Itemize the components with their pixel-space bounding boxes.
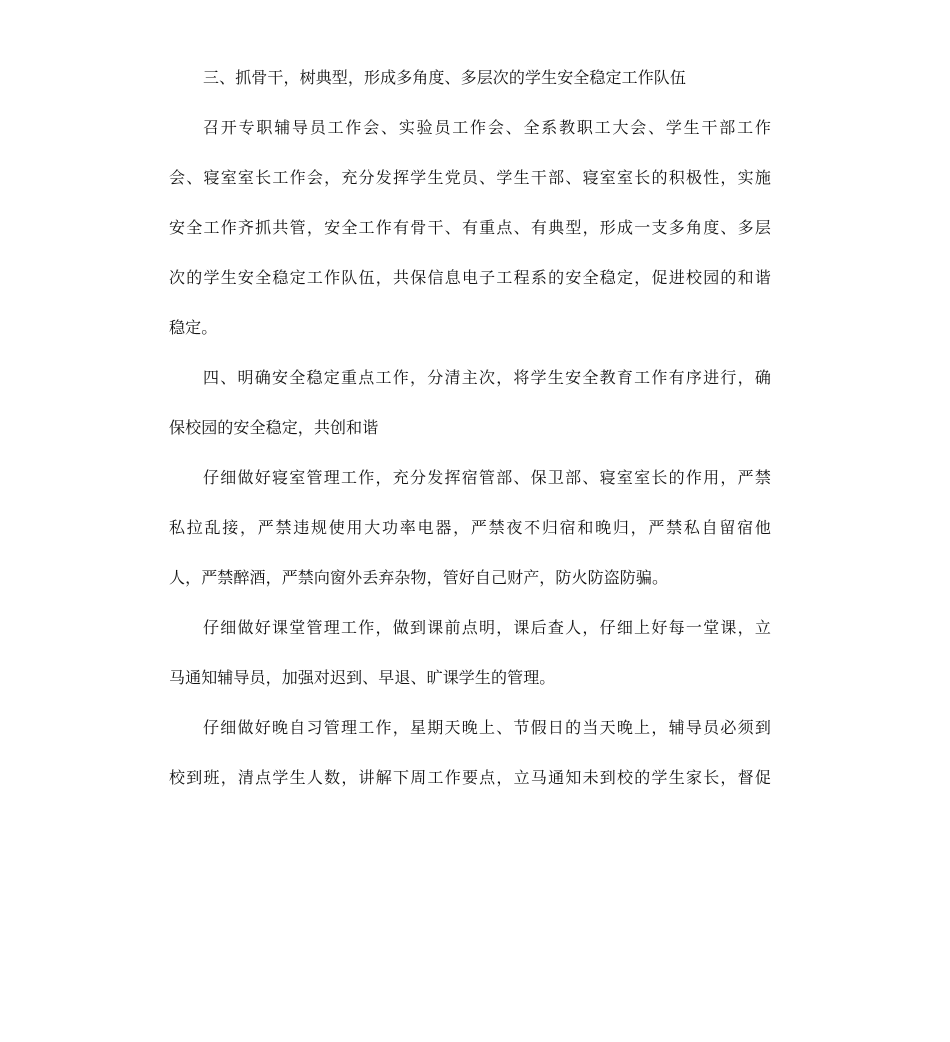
paragraph-line: 召开专职辅导员工作会、实验员工作会、全系教职工大会、学生干部工作 (203, 118, 771, 137)
paragraph-line: 仔细做好晚自习管理工作，星期天晚上、节假日的当天晚上，辅导员必须到 (203, 718, 771, 737)
paragraph-line: 仔细做好寝室管理工作，充分发挥宿管部、保卫部、寝室室长的作用，严禁 (203, 468, 771, 487)
paragraph-line: 校到班，清点学生人数，讲解下周工作要点，立马通知未到校的学生家长，督促 (169, 768, 771, 787)
heading-section-4-cont: 保校园的安全稳定，共创和谐 (169, 418, 379, 437)
heading-section-4: 四、明确安全稳定重点工作，分清主次，将学生安全教育工作有序进行，确 (203, 368, 771, 387)
document-page (169, 63, 771, 813)
paragraph-line: 私拉乱接，严禁违规使用大功率电器，严禁夜不归宿和晚归，严禁私自留宿他 (169, 518, 771, 537)
paragraph-line: 会、寝室室长工作会，充分发挥学生党员、学生干部、寝室室长的积极性，实施 (169, 168, 771, 187)
paragraph-line: 仔细做好课堂管理工作，做到课前点明，课后查人，仔细上好每一堂课，立 (203, 618, 771, 637)
paragraph-line: 安全工作齐抓共管，安全工作有骨干、有重点、有典型，形成一支多角度、多层 (169, 218, 771, 237)
paragraph-line: 次的学生安全稳定工作队伍，共保信息电子工程系的安全稳定，促进校园的和谐 (169, 268, 771, 287)
paragraph-line: 马通知辅导员，加强对迟到、早退、旷课学生的管理。 (169, 668, 556, 687)
paragraph-line: 人，严禁醉酒，严禁向窗外丢弃杂物，管好自己财产，防火防盗防骗。 (169, 568, 669, 587)
paragraph-line: 稳定。 (169, 318, 218, 337)
heading-section-3: 三、抓骨干，树典型，形成多角度、多层次的学生安全稳定工作队伍 (203, 68, 687, 87)
